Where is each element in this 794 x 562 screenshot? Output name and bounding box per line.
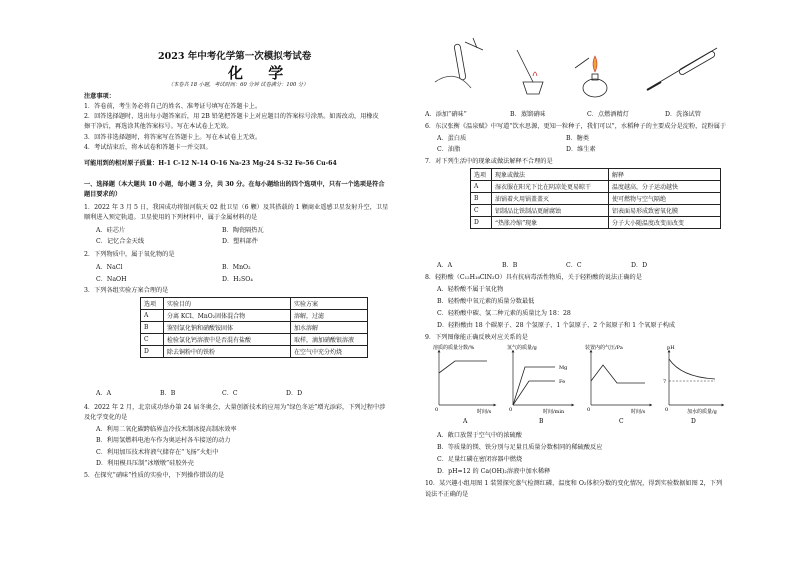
axis-label-y: 氢气的质量/g xyxy=(507,345,537,351)
atomic-masses: 可能用到的相对原子质量：H-1 C-12 N-14 O-16 Na-23 Mg-24 S-32 Fe-56 Cu-64 xyxy=(84,160,337,167)
q2-option: C．NaOH xyxy=(96,276,127,283)
line-series xyxy=(591,365,645,383)
axis-label-x: 时间/s xyxy=(477,409,492,415)
table-cell: D xyxy=(141,346,164,358)
table-row xyxy=(141,310,368,322)
q1-stem: 1．2022 年 3 月 5 日，我国成功将银河航天 02 批卫星（6 颗）及其搭载的 1 颗商业遥感卫星发射升空，卫星 xyxy=(84,204,389,211)
table-header: 选项 xyxy=(471,169,492,181)
table-row xyxy=(141,346,368,358)
note-line: 3．回答非选择题时，将答案写在答题卡上。写在本试卷上无效。 xyxy=(84,134,262,141)
table-row xyxy=(471,217,721,229)
q8-option: C．轻粉酸中碳、氢二种元素的质量比为 18：28 xyxy=(437,310,571,317)
q4-option: C．利用加压技术将液气储存在“飞扬”火炬中 xyxy=(96,449,219,456)
series-label: Fe xyxy=(559,379,566,385)
table-cell: 使可燃物与空气隔绝 xyxy=(609,193,721,205)
q6-option: B．糖类 xyxy=(566,135,590,142)
graph-a xyxy=(433,344,495,425)
flask-icon xyxy=(517,50,543,94)
table-cell: A xyxy=(141,310,164,322)
q1-option: A．硅芯片 xyxy=(96,227,126,234)
table-cell: 加水溶解 xyxy=(291,322,368,334)
q9-option: C．足量红磷在密闭容器中燃烧 xyxy=(437,456,523,463)
section-heading: 一、选择题（本大题共 10 小题，每小题 3 分，共 30 分。在每小题给出的四个选项中，只有一个选项是符合 xyxy=(84,181,385,188)
q1-option: C．记忆合金天线 xyxy=(96,238,145,245)
q10-stem-cont: 说法不正确的是 xyxy=(425,491,469,498)
axis-label-x: 加水的质量/g xyxy=(687,409,717,415)
q2-stem: 2．下列物质中，属于氧化物的是 xyxy=(84,251,175,258)
q6-stem: 6．东汉张衡《温泉赋》中写道“饮水思源，更知一粒种子，我们可以”，水稻种子的主要成分是淀粉，淀粉属于 xyxy=(425,123,727,130)
axis-label-x: 时间/min xyxy=(543,409,565,415)
q9-option: D．pH=12 的 Ca(OH)₂溶液中加水稀释 xyxy=(437,468,551,475)
q3-stem: 3．下列各组实验方案合理的是 xyxy=(84,287,169,294)
q8-option: A．轻粉酸不属于氧化物 xyxy=(437,286,504,293)
table-header: 实验目的 xyxy=(164,298,291,310)
notes-title: 注意事项： xyxy=(84,93,115,100)
origin-label: 0 xyxy=(435,407,439,413)
q8-option: B．轻粉酸中氧元素的质量分数最低 xyxy=(437,298,535,305)
alcohol-lamp-icon xyxy=(575,56,607,97)
graph-tag: A xyxy=(463,418,468,425)
table-row xyxy=(141,322,368,334)
graph-tag: B xyxy=(539,418,544,425)
q3-option: D．D xyxy=(286,390,303,397)
q7-option: D．D xyxy=(631,262,648,269)
graph-tag: D xyxy=(691,418,696,425)
table-cell: 在空气中充分灼烧 xyxy=(291,346,368,358)
table-header-row xyxy=(471,169,721,181)
graph-d xyxy=(663,345,723,425)
q9-option: B．等质量的镁、铁分别与足量且质量分数相同的稀硫酸反应 xyxy=(437,444,603,451)
q8-option: D．轻粉酸由 18 个碳原子、28 个氢原子、1 个氯原子、2 个氮原子和 1 个氧原子构成 xyxy=(437,322,676,329)
series-label: Mg xyxy=(559,365,568,371)
graph-b xyxy=(507,344,573,425)
q2-option: A．NaCl xyxy=(96,264,123,271)
table-cell: C xyxy=(141,334,164,346)
table-row xyxy=(471,205,721,217)
note-line: 2．回答选择题时，选出每小题答案后，用 2B 铅笔把答题卡上对应题目的答案标号涂黑。如需改动，用橡皮 xyxy=(84,113,379,120)
table-cell: 除去铜粉中的铁粉 xyxy=(164,346,291,358)
table-cell: 取样，滴加硝酸银溶液 xyxy=(291,334,368,346)
axis-label-y: 溶质的质量分数/% xyxy=(433,345,475,351)
q7-option: C．C xyxy=(566,262,582,269)
q2-option: D．H₂SO₄ xyxy=(222,276,253,283)
q3-option: B．B xyxy=(160,390,176,397)
q6-option: A．蛋白质 xyxy=(437,135,467,142)
q5-option: A．添加“硝味” xyxy=(425,111,467,118)
table-cell: 湿衣服在阳光下比在阴凉处更易晾干 xyxy=(492,181,609,193)
line-series-mg xyxy=(513,367,555,405)
q6-option: D．维生素 xyxy=(566,146,596,153)
reference-label: 7 xyxy=(663,379,667,385)
q10-stem: 10．某兴趣小组用图 1 装置探究蒸气检测红磷、温度和 O₂体积分数的变化情况，得到实验数据如图 2，下列 xyxy=(425,480,723,487)
table-cell: 溶解，过滤 xyxy=(291,310,368,322)
table-cell: D xyxy=(471,217,492,229)
q5-apparatus-figure xyxy=(425,38,725,106)
table-header: 选项 xyxy=(141,298,164,310)
brush-icon xyxy=(647,48,717,90)
axis-label-y: 装置内的气压/Pa xyxy=(585,345,623,351)
origin-label: 0 xyxy=(509,407,513,413)
table-cell: 鉴别氯化钠和硝酸铵固体 xyxy=(164,322,291,334)
q3-table xyxy=(140,297,368,358)
table-cell: 温度越高，分子运动越快 xyxy=(609,181,721,193)
exam-meta: （本卷共 18 小题，考试时间：60 分钟 试卷满分：100 分） xyxy=(168,82,309,88)
q5-stem: 5．在探究“硝味”性质的实验中，下列操作错误的是 xyxy=(84,472,225,479)
q9-stem: 9．下列图像能正确反映对应关系的是 xyxy=(425,334,528,341)
note-line: 擦干净后，再选涂其他答案标号。写在本试卷上无效。 xyxy=(84,123,233,130)
origin-label: 0 xyxy=(587,407,591,413)
axis-label-y: pH xyxy=(667,345,675,351)
q3-option: C．C xyxy=(222,390,238,397)
test-tube-icon xyxy=(435,38,483,88)
q8-stem: 8．轻粉酸（C₁₂H₁₈ClN₂O）具有抗病毒活性物质，关于轻粉酸的说法正确的是 xyxy=(425,274,642,281)
table-cell: 铝制品比铁制品更耐腐蚀 xyxy=(492,205,609,217)
exam-title: 2023 年中考化学第一次模拟考试卷 xyxy=(158,51,312,62)
table-row xyxy=(471,181,721,193)
q5-option: C．点燃酒精灯 xyxy=(587,111,629,118)
q1-option: B．陶瓷隔热瓦 xyxy=(222,227,264,234)
note-line: 1．答卷前，考生务必将自己的姓名、准考证号填写在答题卡上。 xyxy=(84,103,262,110)
table-cell: 分子大小随温度改变而改变 xyxy=(609,217,721,229)
q5-option: D．洗涤试管 xyxy=(665,111,701,118)
table-header-row xyxy=(141,298,368,310)
table-cell: 分离 KCl、MnO₂固体混合物 xyxy=(164,310,291,322)
q7-stem: 7．对下列生活中的现象或做法解释不合理的是 xyxy=(425,158,553,165)
note-line: 4．考试结束后，将本试卷和答题卡一并交回。 xyxy=(84,144,212,151)
q6-option: C．油脂 xyxy=(437,146,461,153)
table-cell: A xyxy=(471,181,492,193)
q5-option: B．蒸馏硝味 xyxy=(510,111,546,118)
section-heading-cont: 题目要求的） xyxy=(84,191,122,198)
table-cell: 检验氯化钙溶液中是否混有盐酸 xyxy=(164,334,291,346)
q9-graphs xyxy=(425,343,725,425)
table-cell: 铝表面易形成致密氧化膜 xyxy=(609,205,721,217)
table-cell: B xyxy=(141,322,164,334)
table-cell: “热胀冷缩”现象 xyxy=(492,217,609,229)
line-series xyxy=(669,359,715,379)
line-series xyxy=(439,361,487,373)
q7-option: A．A xyxy=(437,262,453,269)
table-header: 现象或做法 xyxy=(492,169,609,181)
q2-option: B．MnO₂ xyxy=(222,264,251,271)
table-cell: C xyxy=(471,205,492,217)
q7-option: B．B xyxy=(502,262,518,269)
q4-stem-cont: 及化学变化的是 xyxy=(84,414,128,421)
q4-stem: 4．2022 年 2 月，北京成功举办第 24 届冬奥会，大量创新技术的应用为“绿色冬运”增光添彩，下列过程中涉 xyxy=(84,404,386,411)
table-header: 解释 xyxy=(609,169,721,181)
axis-label-x: 时间/s xyxy=(631,409,646,415)
origin-label: 0 xyxy=(665,407,669,413)
table-row xyxy=(471,193,721,205)
q4-option: B．利用氢燃料电池车作为奥运村各车接送的动力 xyxy=(96,437,231,444)
q1-stem-cont: 顺利进入预定轨道。卫星使用的下列材料中，属于金属材料的是 xyxy=(84,214,258,221)
q4-option: A．利用二氧化碳跨临界直冷技术制冰提高制冰效率 xyxy=(96,426,237,433)
q7-table xyxy=(470,168,721,229)
q1-option: D．塑料部件 xyxy=(222,238,258,245)
q9-option: A．敞口放置于空气中的浓硫酸 xyxy=(437,432,522,439)
q3-option: A．A xyxy=(96,390,112,397)
graph-tag: C xyxy=(619,418,624,425)
table-row xyxy=(141,334,368,346)
q4-option: D．利用模具压制“冰墩墩”硅胶外壳 xyxy=(96,460,194,467)
table-header: 实验方案 xyxy=(291,298,368,310)
graph-c xyxy=(585,344,651,425)
table-cell: B xyxy=(471,193,492,205)
subject-title: 化 学 xyxy=(228,64,294,82)
table-cell: 油锅着火用锅盖盖灭 xyxy=(492,193,609,205)
